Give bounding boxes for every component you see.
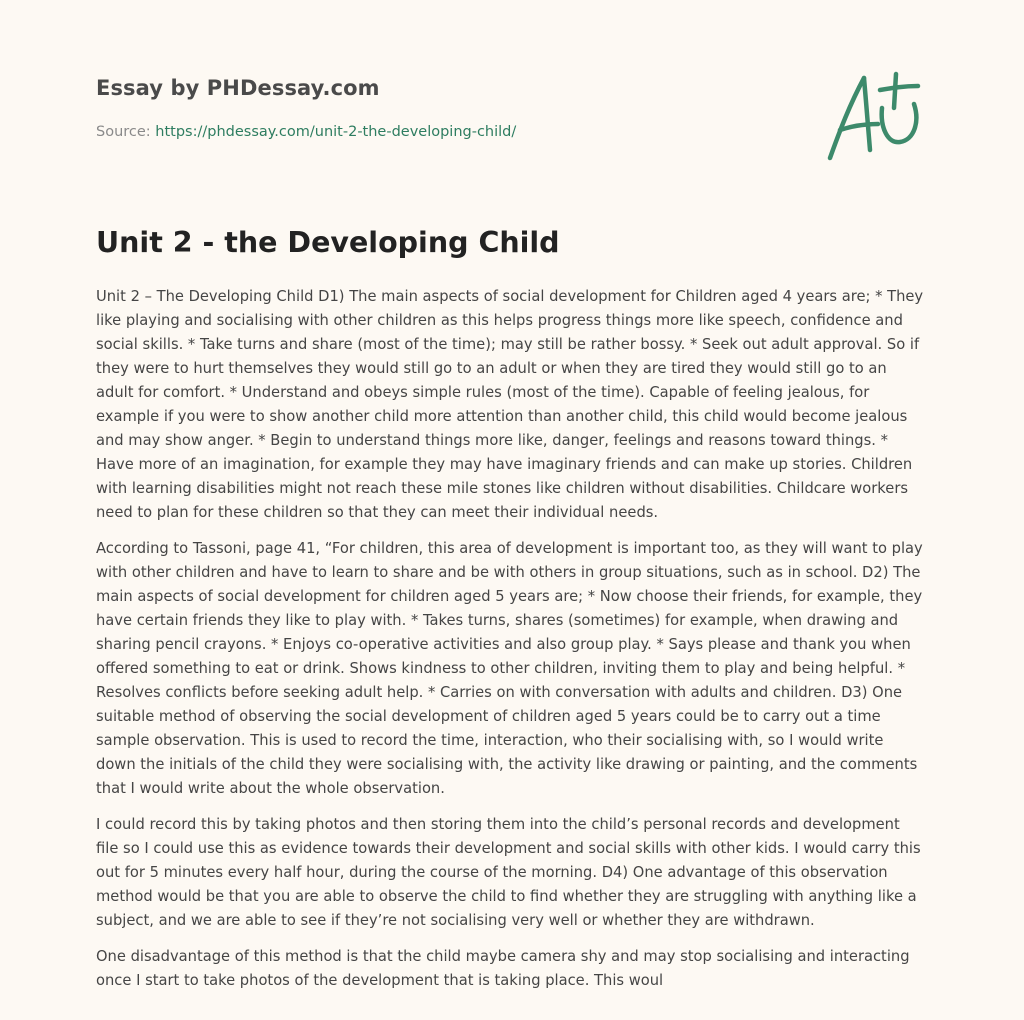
page-title: Unit 2 - the Developing Child xyxy=(96,226,560,259)
a-plus-grade-icon xyxy=(826,68,926,164)
essay-paragraph: One disadvantage of this method is that the child maybe camera shy and may stop socialising and interacting once I start to take photos of the development that is taking place. This woul xyxy=(96,948,910,989)
site-brand: Essay by PHDessay.com xyxy=(96,76,380,100)
source-label: Source: xyxy=(96,124,156,140)
essay-paragraph: According to Tassoni, page 41, “For children, this area of development is important too, as they will want to play with other children and have to learn to share and be with others in group situations, such as in school. D2) The main aspects of social development for children aged 5 years are; * Now choose their friends, for example, they have certain friends they like to play with. * Takes turns, shares (sometimes) for example, when drawing and sharing pencil crayons. * Enjoys co-operative activities and also group play. * Says please and thank you when offered something to eat or drink. Shows kindness to other children, inviting them to play and being helpful. * Resolves conflicts before seeking adult help. * Carries on with conversation with adults and children. D3) One suitable method of observing the social development of children aged 5 years could be to carry out a time sample observation. This is used to record the time, interaction, who their socialising with, so I would write down the initials of the child they were socialising with, the activity like drawing or painting, and the comments that I would write about the whole observation. xyxy=(96,540,923,797)
essay-body xyxy=(96,285,926,1005)
essay-paragraph: I could record this by taking photos and then storing them into the child’s personal records and development file so I could use this as evidence towards their development and social skills with other kids. I would carry this out for 5 minutes every half hour, during the course of the morning. D4) One advantage of this observation method would be that you are able to observe the child to find whether they are struggling with anything like a subject, and we are able to see if they’re not socialising very well or whether they are withdrawn. xyxy=(96,816,921,929)
source-line xyxy=(96,124,516,140)
source-link[interactable]: https://phdessay.com/unit-2-the-developing-child/ xyxy=(155,124,517,140)
essay-paragraph: Unit 2 – The Developing Child D1) The main aspects of social development for Children aged 4 years are; * They like playing and socialising with other children as this helps progress things more like speech, confidence and social skills. * Take turns and share (most of the time); may still be rather bossy. * Seek out adult approval. So if they were to hurt themselves they would still go to an adult or when they are tired they would still go to an adult for comfort. * Understand and obeys simple rules (most of the time). Capable of feeling jealous, for example if you were to show another child more attention than another child, this child would become jealous and may show anger. * Begin to understand things more like, danger, feelings and reasons toward things. * Have more of an imagination, for example they may have imaginary friends and can make up stories. Children with learning disabilities might not reach these mile stones like children without disabilities. Childcare workers need to plan for these children so that they can meet their individual needs. xyxy=(96,288,924,521)
